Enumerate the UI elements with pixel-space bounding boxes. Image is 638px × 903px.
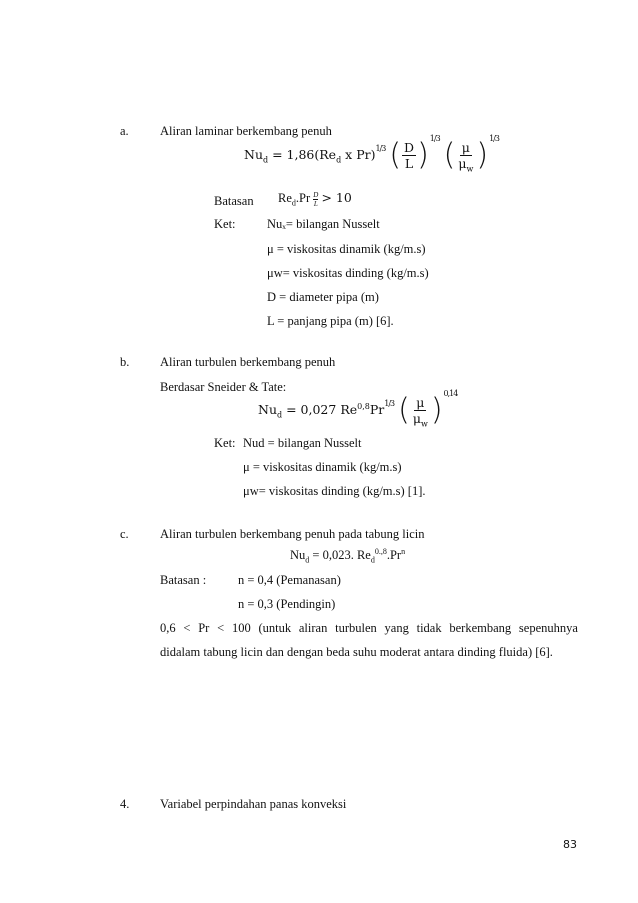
batasan-label-c: Batasan : [160,573,207,587]
item-marker-a: a. [120,124,129,138]
batasan-expr-a [278,190,352,208]
batasan-a-frac [313,191,318,208]
batasan-a-frac-num: D [313,190,319,199]
ket-a-item: μ = viskositas dinamik (kg/m.s) [267,242,426,256]
batasan-c-line: n = 0,4 (Pemanasan) [238,573,341,587]
batasan-c-line: n = 0,3 (Pendingin) [238,597,336,611]
eq-b-frac [411,395,430,429]
eq-b-lhs: Nu [258,402,277,417]
batasan-a-frac-den: L [313,199,318,208]
eq-c-pr: .Pr [386,548,402,562]
range-word: < [183,621,191,635]
eq-b-frac-num: μ [416,395,425,410]
ket-b-item: μ = viskositas dinamik (kg/m.s) [243,460,402,474]
range-line-c [160,621,578,636]
item-marker-c: c. [120,527,129,541]
eq-a-frac2-den [456,156,475,174]
batasan-a-post: > 10 [321,190,352,205]
eq-b-frac-den-sub: w [420,419,428,429]
paren-close: ) [417,137,429,173]
eq-b-pr-exp: 1/3 [384,399,395,408]
paren-open: ( [398,392,410,428]
batasan-a-sub: d [291,198,296,208]
heading-c: Aliran turbulen berkembang penuh pada tabung licin [160,527,425,541]
range-word: berkembang [449,621,512,635]
section-number-4: 4. [120,797,130,811]
eq-a-frac1 [402,140,416,171]
page-number: 83 [563,838,577,851]
eq-a-frac1-num: D [404,140,415,155]
range-word: sepenuhnya [518,621,578,635]
eq-a-frac2-den-sub: w [466,164,474,174]
eq-a-exp: 1/3 [375,144,386,153]
eq-b-re-sup: 0,8 [357,401,370,411]
ket-label-b: Ket: [214,436,236,450]
eq-a-lhs-sub: d [263,155,269,165]
eq-a-coef: = 1,86(Re [272,147,337,162]
eq-c-re-sup: 0.,8 [374,546,387,556]
ket-a-item: μw= viskositas dinding (kg/m.s) [267,266,429,280]
subheading-b: Berdasar Sneider & Tate: [160,380,287,394]
eq-b-rhs: = 0,027 Re [286,402,358,417]
eq-a-frac2 [456,140,475,174]
ket-a-item: L = panjang pipa (m) [6]. [267,314,394,328]
ket-a-item: Nuₓ= bilangan Nusselt [267,217,380,231]
equation-b [258,389,458,429]
ket-b-item: Nud = bilangan Nusselt [243,436,362,450]
range-word: aliran [298,621,328,635]
range-line2-c: didalam tabung licin dan dengan beda suhu moderat antara dinding fluida) [6]. [160,645,553,659]
paren-close: ) [476,137,489,173]
range-word: 100 [231,621,251,635]
eq-c-mid: = 0,023. Re [309,548,371,562]
heading-a: Aliran laminar berkembang penuh [160,124,332,138]
range-word: < [217,621,225,635]
eq-b-pr: Pr [369,402,385,417]
range-word: 0,6 [160,621,176,635]
batasan-a-re: Re [278,191,292,205]
paren-close: ) [430,392,443,428]
eq-c-re-sub: d [370,555,375,565]
eq-a-mid: x Pr) [341,147,376,162]
range-word: Pr [198,621,210,635]
eq-c-nu: Nu [290,548,306,562]
item-marker-b: b. [120,355,130,369]
eq-b-lhs-sub: d [277,410,283,420]
equation-a [244,134,499,174]
ket-a-item: D = diameter pipa (m) [267,290,379,304]
range-word: yang [384,621,409,635]
eq-a-frac2-den-base: μ [458,156,467,171]
eq-a-re-sub: d [336,155,342,165]
eq-b-outer-exp: 0,14 [443,389,458,398]
section-heading-4: Variabel perpindahan panas konveksi [160,797,347,811]
eq-c-nu-sub: d [305,555,310,565]
range-word: (untuk [258,621,292,635]
eq-a-lhs: Nu [244,147,263,162]
eq-b-frac-den-base: μ [412,411,421,426]
paren-open: ( [389,137,402,173]
eq-a-exp3: 1/3 [489,134,499,143]
eq-c-pr-sup: n [401,546,406,556]
heading-b: Aliran turbulen berkembang penuh [160,355,336,369]
eq-a-exp2: 1/3 [429,134,440,143]
ket-label-a: Ket: [214,217,236,231]
eq-a-frac2-num: μ [461,140,470,155]
eq-b-frac-den [411,411,430,429]
batasan-label-a: Batasan [214,194,254,208]
batasan-a-pr: .Pr [295,191,311,205]
ket-b-item: μw= viskositas dinding (kg/m.s) [1]. [243,484,426,498]
eq-a-frac1-den: L [404,156,414,171]
range-word: turbulen [335,621,377,635]
equation-c [290,548,405,563]
paren-open: ( [443,137,456,173]
range-word: tidak [416,621,442,635]
